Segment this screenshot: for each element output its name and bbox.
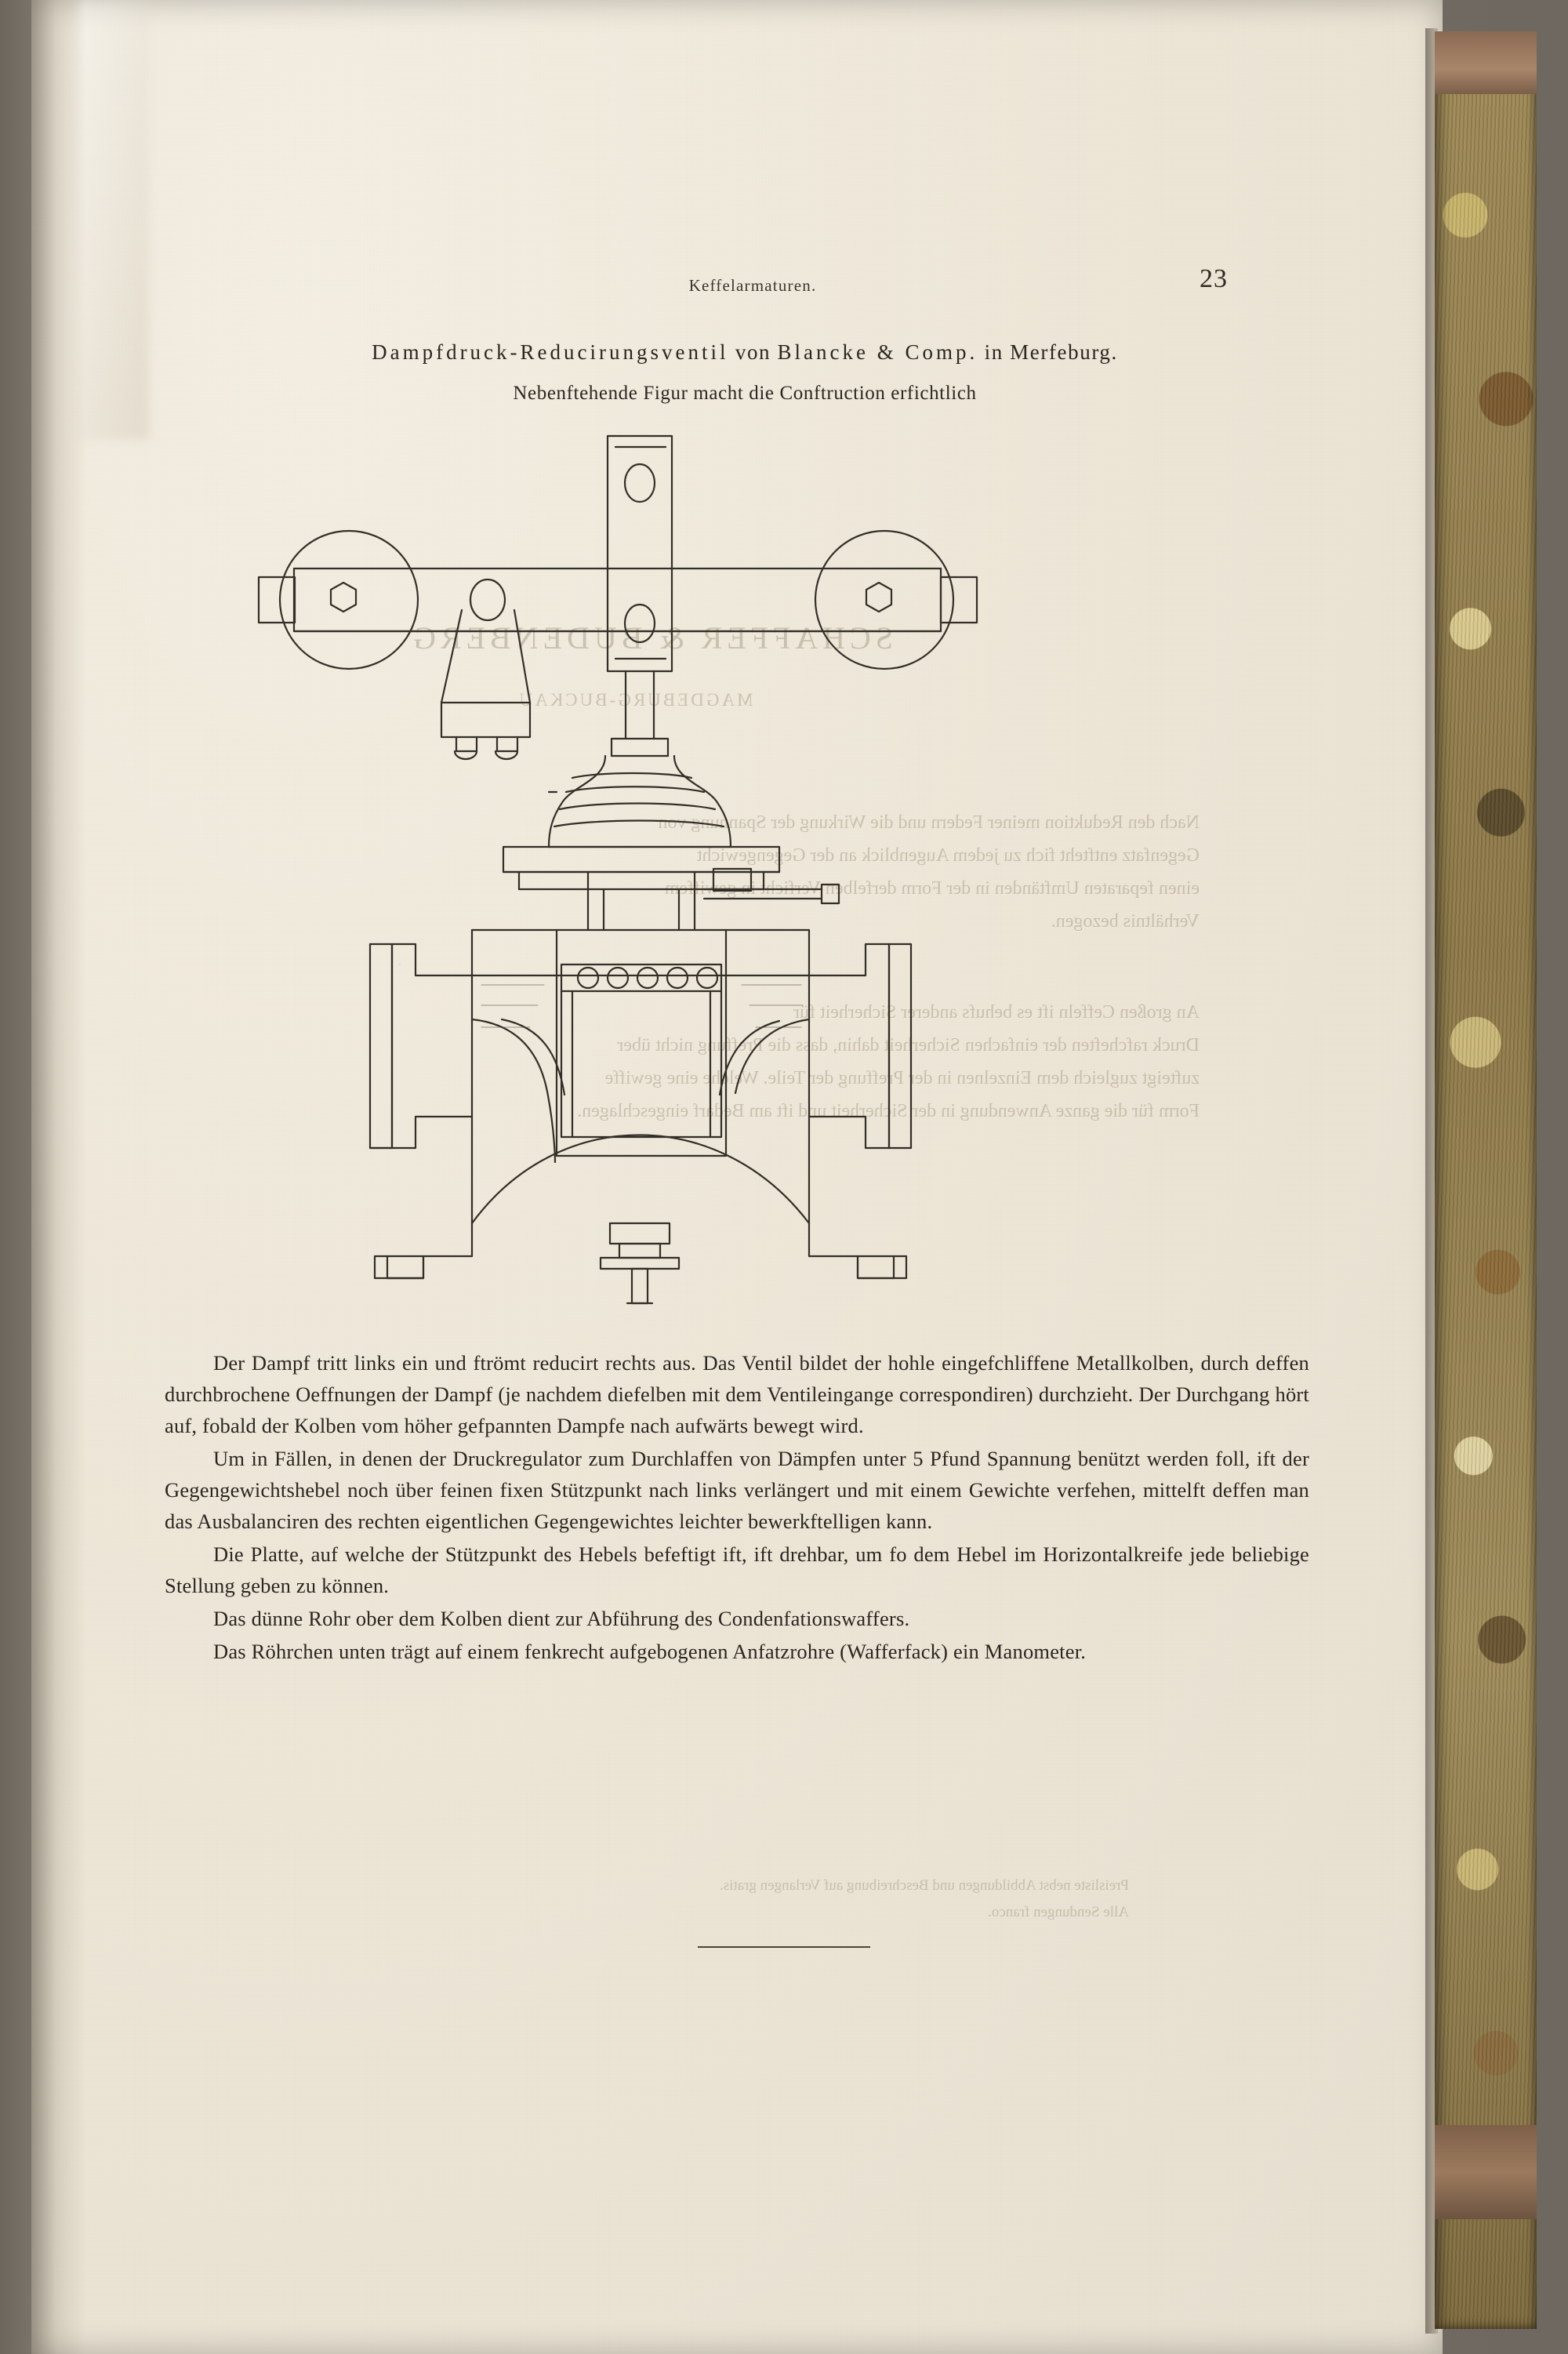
section-hatching: [400, 964, 803, 1027]
running-head: Keffelarmaturen.: [688, 276, 817, 295]
bleedthrough-footnote-b: Alle Sendungen franco.: [988, 1904, 1129, 1920]
bleedthrough-line-h: Form für die ganze Anwendung in der Sicherheit und ift am Bedarf eingeschlagen.: [577, 1101, 1200, 1121]
figure-dampfdruck-reducirungsventil: [165, 423, 1278, 1317]
page-content: [118, 0, 1372, 2354]
bleedthrough-line-c: einen feparaten Umftänden in der Form derfelben Verficht in gewiffem: [664, 878, 1200, 899]
bleedthrough-title: SCHAFFER & BUDENBERG: [408, 620, 893, 656]
valve-body-section: [370, 930, 911, 1303]
lever-assembly: [259, 436, 977, 759]
page-title-product: Dampfdruck-Reducirungsventil: [372, 340, 729, 364]
fore-edge-bottom-cap: [1435, 2125, 1537, 2219]
marbled-fore-edge: [1435, 31, 1537, 2329]
page-title: [118, 340, 1372, 365]
body-text: [165, 1347, 1309, 1667]
paragraph: Um in Fällen, in denen der Druckregulator zum Durchlaffen von Dämpfen unter 5 Pfund Spannung benützt werden foll, ift der Gegengewichtshebel noch über feinen fixen Stützpunkt nach links verlängert und mit einem Gewichte verfehen, mittelft deffen man das Ausbalanciren des rechten eigentlichen Gegengewichtes leichter bewerkftelligen kann.: [165, 1447, 1309, 1533]
fore-edge-top-cap: [1435, 31, 1537, 94]
page-title-maker: Blancke & Comp.: [777, 340, 978, 364]
bleedthrough-line-b: Gegenfatz entfteht fich zu jedem Augenblick an der Gegengewicht: [696, 845, 1200, 866]
valve-bonnet: [503, 756, 839, 930]
valve-sectional-drawing: [165, 423, 1278, 1317]
bleedthrough-footnote-a: Preisliste nebst Abbildungen und Beschreibung auf Verlangen gratis.: [719, 1877, 1129, 1894]
bleedthrough-subtitle: MAGDEBURG-BUCKAU: [517, 690, 753, 710]
bleedthrough-line-f: Druck rafcheften der einfachen Sicherheit dahin, dass die Preffung nicht über: [617, 1035, 1200, 1055]
paragraph: Die Platte, auf welche der Stützpunkt des Hebels befeftigt ift, ift drehbar, um fo dem Hebel im Horizontalkreife jede beliebige Stellung geben zu können.: [165, 1542, 1309, 1597]
bleedthrough-line-a: Nach den Reduktion meiner Federn und die Wirkung der Spannung von: [658, 812, 1200, 833]
paragraph: Das dünne Rohr ober dem Kolben dient zur Abführung des Condenfationswaffers.: [213, 1607, 910, 1630]
paragraph: Der Dampf tritt links ein und ftrömt reducirt rechts aus. Das Ventil bildet der hohle eingefchliffene Metallkolben, durch deffen durchbrochene Oeffnungen der Dampf (je nachdem diefelben mit dem Ventileingange correspondiren) durchzieht. Der Durchgang hört auf, fobald der Kolben vom höher gefpannten Dampfe nach aufwärts bewegt wird.: [165, 1351, 1309, 1437]
bleedthrough-line-e: An großen Ceffeln ift es behufs anderer Sicherheit für: [793, 1002, 1200, 1023]
page-title-von: von: [735, 340, 771, 364]
bleedthrough-line-g: zufteigt zugleich dem Einzelnen in der Preffung der Teile. Welche eine gewiffe: [604, 1068, 1200, 1088]
paragraph: Das Röhrchen unten trägt auf einem fenkrecht aufgebogenen Anfatzrohre (Wafferfack) ein Manometer.: [213, 1640, 1087, 1663]
page-title-place: in Merfeburg.: [984, 340, 1118, 364]
page-subtitle: Nebenftehende Figur macht die Conftruction erfichtlich: [513, 383, 977, 404]
page-number: 23: [1200, 264, 1228, 293]
horizontal-rule: [698, 1946, 870, 1948]
bleedthrough-line-d: Verhältnis bezogen.: [1051, 911, 1200, 932]
